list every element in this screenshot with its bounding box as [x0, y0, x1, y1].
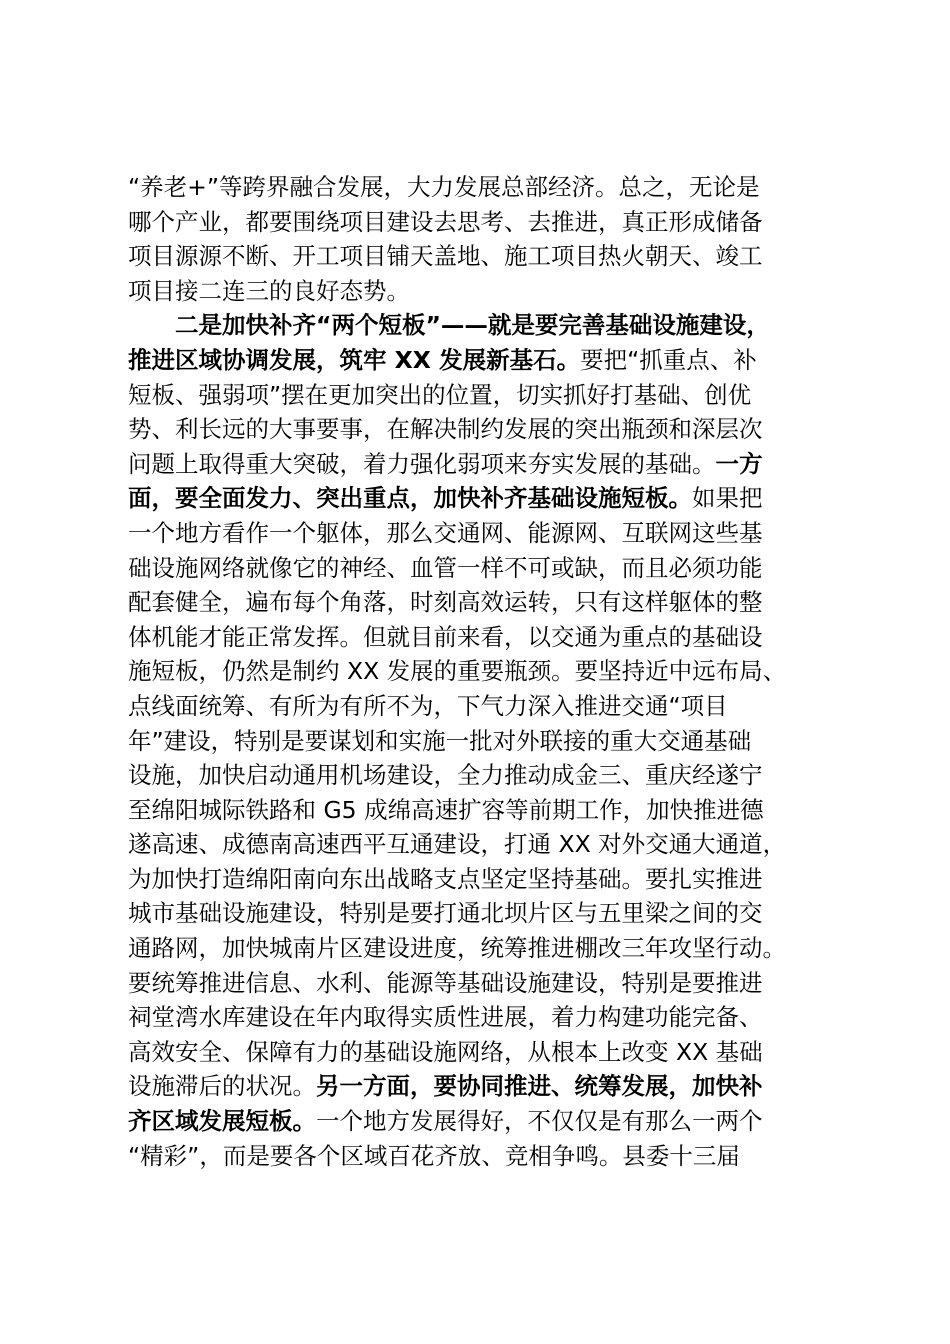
text-run: 问题上取得重大突破，着力强化弱项来夯实发展的基础。 — [128, 449, 716, 478]
text-line — [128, 343, 838, 378]
text-line: “养老+”等跨界融合发展，大力发展总部经济。总之，无论是 — [128, 173, 760, 201]
text-line — [128, 1104, 838, 1139]
text-line: 配套健全，遍布每个角落，时刻高效运转，只有这样躯体的整 — [128, 588, 763, 617]
text-line: 通路网，加快城南片区建设进度，统筹推进棚改三年攻坚行动。 — [128, 934, 786, 963]
text-line: 势、利长远的大事要事，在解决制约发展的突出瓶颈和深层次 — [128, 415, 763, 444]
text-line: 哪个产业，都要围绕项目建设去思考、去推进，真正形成储备 — [128, 207, 763, 236]
text-line: 城市基础设施建设，特别是要打通北坝片区与五里梁之间的交 — [128, 899, 763, 928]
text-line: 祠堂湾水库建设在年内取得实质性进展，着力构建功能完备、 — [128, 1003, 763, 1032]
text-run: 如果把 — [692, 484, 763, 513]
text-line: 高效安全、保障有力的基础设施网络，从根本上改变 XX 基础 — [128, 1037, 763, 1066]
text-run: 设施滞后的状况。 — [128, 1072, 316, 1101]
text-line: 年”建设，特别是要谋划和实施一批对外联接的重大交通基础 — [128, 726, 752, 755]
bold-run: 面，要全面发力、突出重点，加快补齐基础设施短板。 — [128, 484, 692, 513]
text-line: 为加快打造绵阳南向东出战略支点坚定坚持基础。要扎实推进 — [128, 864, 763, 893]
text-line — [128, 447, 838, 482]
body-text — [128, 170, 838, 1173]
text-line: 一个地方看作一个躯体，那么交通网、能源网、互联网这些基 — [128, 518, 763, 547]
text-line: 础设施网络就像它的神经、血管一样不可或缺，而且必须功能 — [128, 553, 763, 582]
text-line: 遂高速、成德南高速西平互通建设，打通 XX 对外交通大通道， — [128, 830, 787, 859]
text-line: 设施，加快启动通用机场建设，全力推动成金三、重庆经遂宁 — [128, 761, 763, 790]
text-line — [128, 481, 838, 516]
text-line — [128, 1069, 838, 1104]
text-line: 项目接二连三的良好态势。 — [128, 276, 410, 305]
text-line: 至绵阳城际铁路和 G5 成绵高速扩容等前期工作，加快推进德 — [128, 795, 764, 824]
text-line: 体机能才能正常发挥。但就目前来看，以交通为重点的基础设 — [128, 622, 763, 651]
text-line: 项目源源不断、开工项目铺天盖地、施工项目热火朝天、竣工 — [128, 242, 763, 271]
text-line: 短板、强弱项”摆在更加突出的位置，切实抓好打基础、创优 — [128, 380, 752, 409]
bold-run: 另一方面，要协同推进、统筹发展，加快补 — [316, 1072, 763, 1101]
bold-run: 推进区域协调发展，筑牢 XX 发展新基石。 — [128, 345, 581, 374]
text-line: 要统筹推进信息、水利、能源等基础设施建设，特别是要推进 — [128, 968, 763, 997]
bold-run: 齐区域发展短板。 — [128, 1107, 316, 1136]
text-run: 要把“抓重点、补 — [580, 345, 757, 374]
text-line: 施短板，仍然是制约 XX 发展的重要瓶颈。要坚持近中远布局、 — [128, 657, 787, 686]
text-line: 点线面统筹、有所为有所不为，下气力深入推进交通“项目 — [128, 691, 728, 720]
section-heading-line: 二是加快补齐“两个短板”——就是要完善基础设施建设， — [175, 311, 770, 340]
text-run: 一个地方发展得好，不仅仅是有那么一两个 — [316, 1107, 763, 1136]
text-line: “精彩”，而是要各个区域百花齐放、竞相争鸣。县委十三届 — [128, 1141, 740, 1170]
bold-run: 一方 — [715, 449, 763, 478]
